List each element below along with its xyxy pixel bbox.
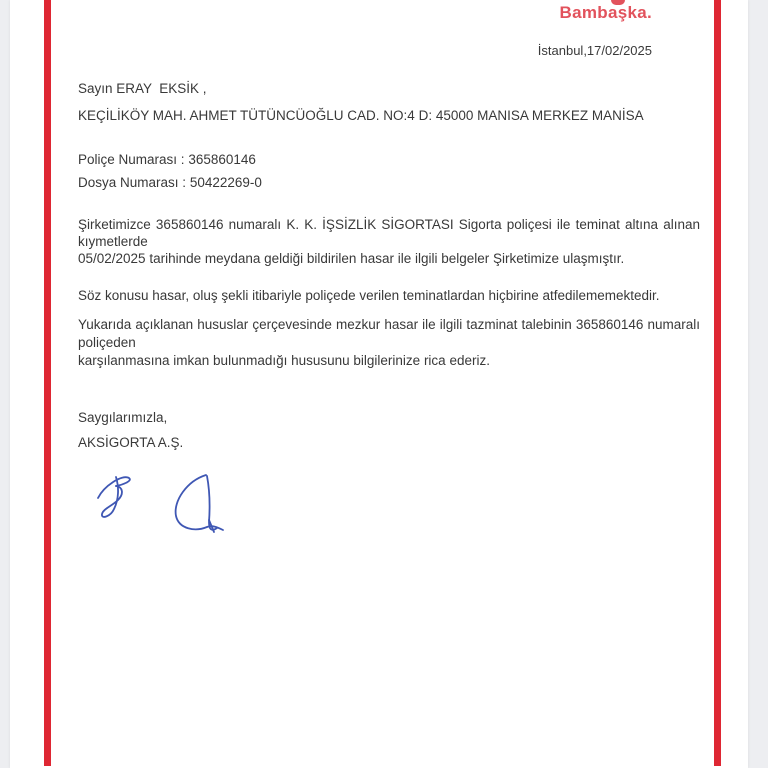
file-number-label: Dosya Numarası — [78, 175, 179, 190]
policy-number-line — [78, 151, 700, 168]
policy-number-value: 365860146 — [188, 152, 256, 167]
dateline: İstanbul,17/02/2025 — [537, 43, 652, 58]
paragraph-line: Yukarıda açıklanan hususlar çerçevesinde mezkur hasar ile ilgili tazminat talebinin 365860146 numaralı poliçeden — [78, 317, 700, 350]
paragraph-line: Söz konusu hasar, oluş şekli itibariyle poliçede verilen teminatlardan hiçbirine atfedilememektedir. — [78, 288, 660, 303]
paragraph-line: 05/02/2025 tarihinde meydana geldiği bildirilen hasar ile ilgili belgeler Şirketimize ulaşmıştır. — [78, 251, 625, 266]
paragraph-line: karşılanmasına imkan bulunmadığı hususunu bilgilerinize rica ederiz. — [78, 353, 490, 368]
brand-wordmark: Bambaşka. — [559, 3, 652, 22]
file-number-separator: : — [178, 175, 190, 190]
signature-initials-scribble-icon — [98, 477, 130, 517]
right-red-border-rule — [714, 0, 721, 766]
recipient-salutation: Sayın ERAY EKSİK , — [78, 81, 207, 96]
handwritten-signature — [90, 468, 235, 538]
closing-company-name: AKSİGORTA A.Ş. — [78, 435, 184, 450]
left-red-border-rule — [44, 0, 51, 766]
recipient-address: KEÇİLİKÖY MAH. AHMET TÜTÜNCÜOĞLU CAD. NO:4 D: 45000 MANISA MERKEZ MANİSA — [78, 108, 644, 123]
body-paragraph-claim-received — [78, 216, 700, 267]
policy-number-label: Poliçe Numarası — [78, 152, 178, 167]
paragraph-line: Şirketimizce 365860146 numaralı K. K. İŞSİZLİK SİGORTASI Sigorta poliçesi ile teminat altına alınan kıymetlerde — [78, 217, 700, 249]
policy-number-separator: : — [177, 152, 189, 167]
body-paragraph-claim-rejected — [78, 316, 700, 370]
body-paragraph-not-attributable — [78, 287, 700, 304]
file-number-value: 50422269-0 — [189, 175, 262, 190]
signature-loop-scribble-icon — [176, 475, 223, 532]
file-number-line — [78, 174, 700, 191]
closing-regards: Saygılarımızla, — [78, 410, 168, 425]
